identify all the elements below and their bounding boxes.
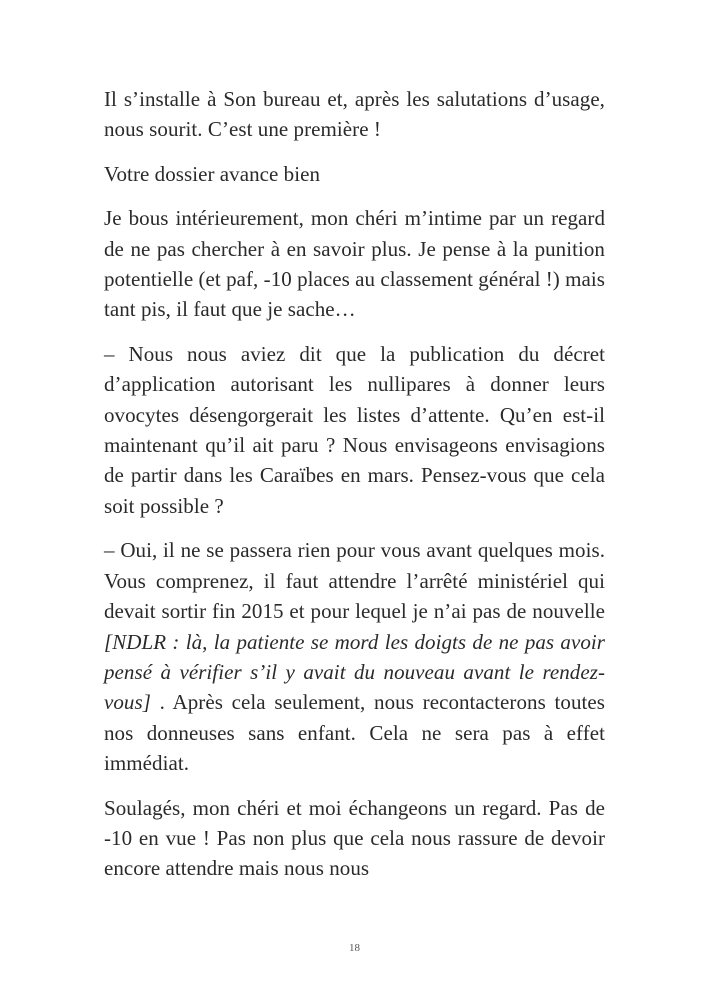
reply-text-end: . Après cela seulement, nous recontacterons toutes nos donneuses sans enfant. Cela ne sera pas à effet immédiat.	[104, 690, 605, 776]
page-number: 18	[349, 942, 360, 954]
editor-note: [NDLR : là, la patiente se mord les doigts de ne pas avoir pensé à vérifier s’il y avait du nouveau avant le rendez-vous]	[104, 629, 605, 715]
page-body	[104, 84, 605, 898]
paragraph-question: – Nous nous aviez dit que la publication du décret d’application autorisant les nullipares à donner leurs ovocytes désengorgerait les listes d’attente. Qu’en est-il maintenant qu’il ait paru ? Nous envisageons envisagions de partir dans les Caraïbes en mars. Pensez-vous que cela soit possible ?	[104, 341, 605, 518]
paragraph-relief: Soulagés, mon chéri et moi échangeons un regard. Pas de -10 en vue ! Pas non plus que cela nous rassure de devoir encore attendre mais nous nous	[104, 795, 605, 881]
paragraph-arrival: Il s’installe à Son bureau et, après les salutations d’usage, nous sourit. C’est une première !	[104, 87, 605, 142]
paragraph-inner-thoughts: Je bous intérieurement, mon chéri m’intime par un regard de ne pas chercher à en savoir plus. Je pense à la punition potentielle (et paf, -10 places au classement général !) mais tant pis, il faut que je sache…	[104, 206, 605, 322]
paragraph-dossier: Votre dossier avance bien	[104, 161, 321, 186]
reply-text-start: – Oui, il ne se passera rien pour vous avant quelques mois. Vous comprenez, il faut attendre l’arrêté ministériel qui devait sortir fin 2015 et pour lequel je n’ai pas de nouvelle	[104, 538, 605, 624]
paragraph-reply	[104, 535, 605, 778]
